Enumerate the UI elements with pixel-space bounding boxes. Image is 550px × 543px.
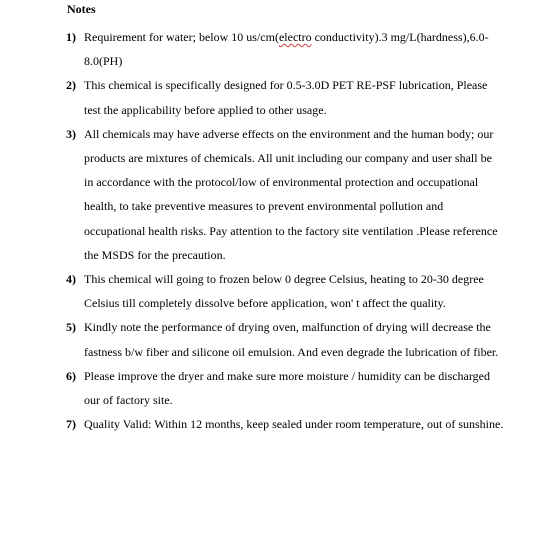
- note-text: Please improve the dryer and make sure more moisture / humidity can be discharged our of factory site.: [84, 368, 490, 408]
- note-item-1: [0, 25, 504, 73]
- note-number: 2): [66, 78, 76, 93]
- note-number: 7): [66, 417, 76, 432]
- note-item-2: [0, 73, 504, 121]
- note-number: 1): [66, 30, 76, 44]
- spellcheck-flagged-word: electro: [278, 30, 312, 44]
- notes-heading: Notes: [67, 2, 96, 16]
- note-number: 4): [66, 272, 76, 287]
- note-text: Kindly note the performance of drying oven, malfunction of drying will decrease the fastness b/w fiber and silicone oil emulsion. And even degrade the lubrication of fiber.: [84, 320, 499, 359]
- note-item-7: [0, 412, 504, 436]
- note-text: [84, 25, 504, 73]
- note-text: Quality Valid: Within 12 months, keep sealed under room temperature, out of sunshine.: [84, 417, 504, 432]
- note-text: This chemical will going to frozen below 0 degree Celsius, heating to 20-30 degree Celsius till completely dissolve before application, won' t affect the quality.: [84, 272, 484, 311]
- note-text-part: Requirement for water; below 10 us/cm(: [84, 30, 279, 44]
- note-text: This chemical is specifically designed for 0.5-3.0D PET RE-PSF lubrication, Please test the applicability before applied to other usage.: [84, 78, 488, 117]
- note-item-4: [0, 267, 504, 315]
- note-number: 5): [66, 320, 76, 335]
- note-text-part: conductivity).3 mg/L(hardness),6.0-8.0(PH): [84, 30, 489, 69]
- note-item-5: [0, 315, 504, 363]
- notes-list: [0, 25, 550, 436]
- note-number: 6): [66, 368, 76, 383]
- note-text: All chemicals may have adverse effects on the environment and the human body; our products are mixtures of chemicals. All unit including our company and user shall be in accordance with the protocol/low of environmental protection and occupational health, to take preventive measures to prevent environmental pollution and occupational health risks. Pay attention to the factory site ventilation .Please reference the MSDS for the precaution.: [84, 126, 498, 262]
- note-item-6: [0, 364, 504, 412]
- note-number: 3): [66, 126, 76, 141]
- note-item-3: [0, 122, 504, 267]
